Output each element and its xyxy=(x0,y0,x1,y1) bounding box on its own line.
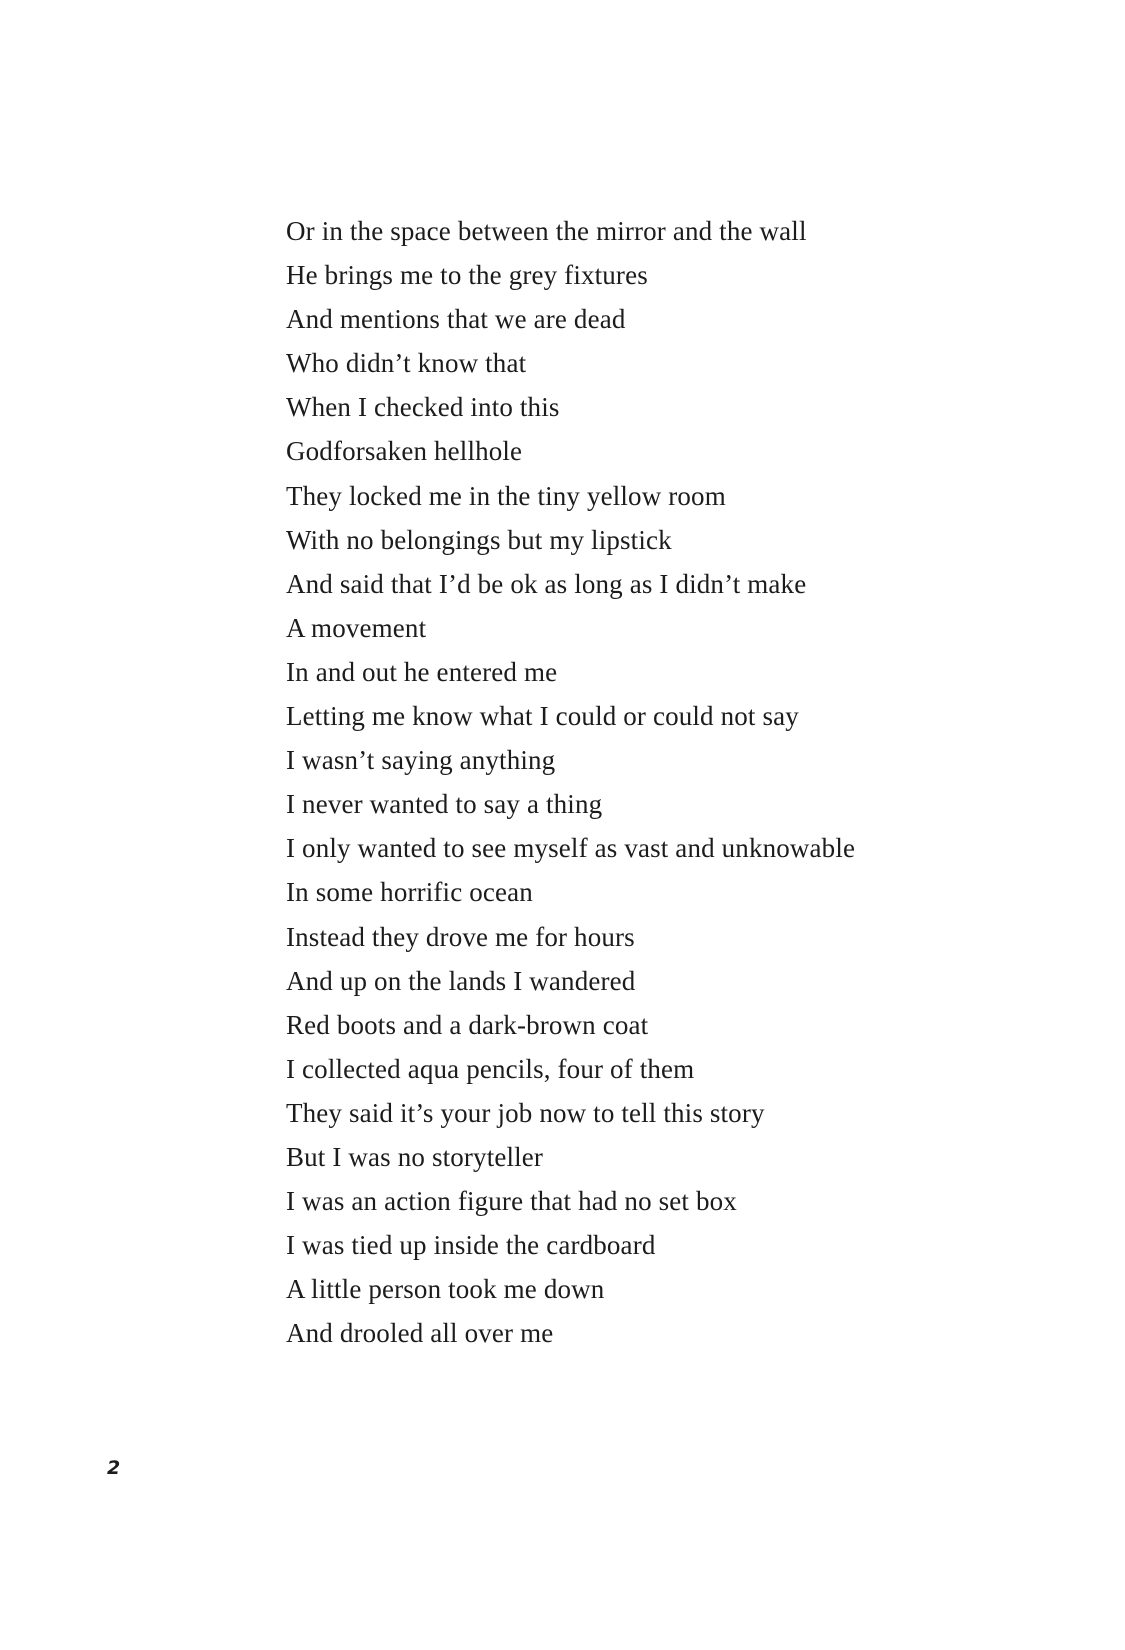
poem-line: I never wanted to say a thing xyxy=(286,789,603,820)
poem-line: A little person took me down xyxy=(286,1274,605,1305)
poem-line: I was an action figure that had no set box xyxy=(286,1186,737,1217)
poem-line: I was tied up inside the cardboard xyxy=(286,1230,656,1261)
poem-line: Instead they drove me for hours xyxy=(286,921,635,952)
poem-text xyxy=(286,209,855,1355)
poem-line: In some horrific ocean xyxy=(286,877,533,908)
poem-line: Godforsaken hellhole xyxy=(286,436,523,467)
poem-line: In and out he entered me xyxy=(286,656,558,687)
poem-line: A movement xyxy=(286,612,427,643)
poem-line: And mentions that we are dead xyxy=(286,304,626,335)
poem-line: I collected aqua pencils, four of them xyxy=(286,1053,695,1084)
poem-line: Who didn’t know that xyxy=(286,348,527,379)
poem-line: And up on the lands I wandered xyxy=(286,965,636,996)
poem-line: When I checked into this xyxy=(286,392,560,423)
poem-line: Or in the space between the mirror and the wall xyxy=(286,216,807,246)
poem-line: With no belongings but my lipstick xyxy=(286,524,672,555)
poem-line: They locked me in the tiny yellow room xyxy=(286,480,726,511)
poem-line: Red boots and a dark-brown coat xyxy=(286,1009,649,1040)
poem-line: And drooled all over me xyxy=(286,1318,554,1349)
poem-line: I wasn’t saying anything xyxy=(286,745,556,776)
poem-line: Letting me know what I could or could not say xyxy=(286,701,799,732)
poem-line: I only wanted to see myself as vast and unknowable xyxy=(286,833,856,864)
poem-line: And said that I’d be ok as long as I didn’t make xyxy=(286,568,807,599)
poem-line: He brings me to the grey fixtures xyxy=(286,260,648,291)
poem-line: But I was no storyteller xyxy=(286,1141,544,1172)
page-number: 2 xyxy=(107,1457,121,1479)
poem-line: They said it’s your job now to tell this story xyxy=(286,1097,765,1128)
